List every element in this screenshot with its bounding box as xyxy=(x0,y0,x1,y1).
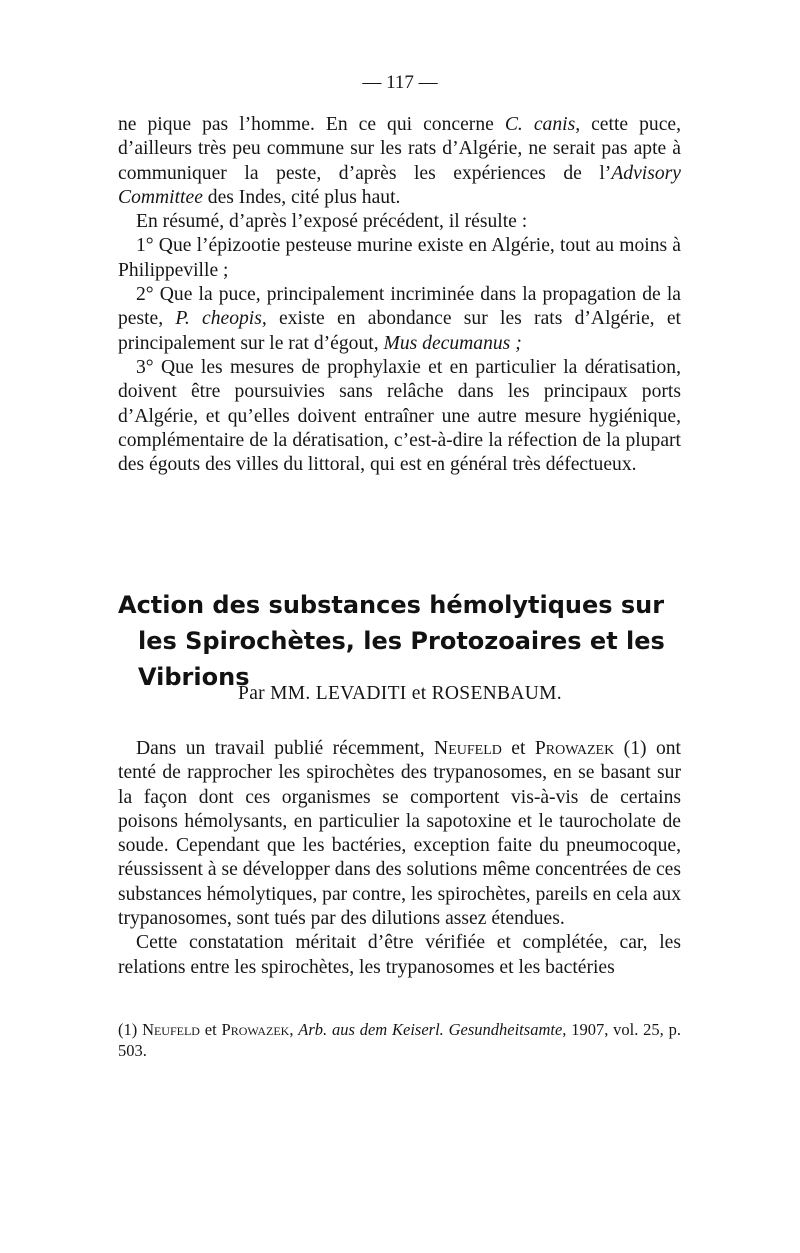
paragraph xyxy=(118,113,681,210)
paragraph xyxy=(118,356,681,477)
text-run: (1) ont tenté de rapprocher les spirochètes des trypanosomes, en se basant sur la façon dont ces organismes se comportent vis-à-vis de certains poisons hémolysants, en particulier la sapotoxine et le taurocholate de soude. Cependant que les bactéries, exception faite du pneumocoque, réussissent à se développer dans des solutions même concentrées de ces substances hémolytiques, par contre, les spirochètes, pareils en cela aux trypanosomes, sont tués par des dilutions assez étendues. xyxy=(118,738,682,930)
text-run: existe en abondance sur les rats d’Algérie, et principalement sur le rat d’égout, xyxy=(118,308,681,354)
italic-text: Arb. aus dem Keiserl. Gesundheitsamte, xyxy=(298,1020,567,1039)
paragraph xyxy=(118,234,681,283)
text-run: 1° Que l’épizootie pesteuse murine existe en Algérie, tout au moins à Philippeville ; xyxy=(118,235,681,281)
text-run: Dans un travail publié récemment, xyxy=(136,738,435,759)
text-run: ne pique pas l’homme. En ce qui concerne xyxy=(118,114,505,135)
article-title-line2: les Spirochètes, les Protozoaires et les Vibrions xyxy=(138,627,665,691)
text-run: et xyxy=(199,1020,222,1039)
italic-text: P. cheopis, xyxy=(175,308,267,330)
paragraph xyxy=(118,210,681,234)
paragraph xyxy=(118,283,681,356)
article-byline: Par MM. LEVADITI et ROSENBAUM. xyxy=(238,683,562,704)
author-name: Prowazek xyxy=(534,738,615,759)
text-run: des Indes, cité plus haut. xyxy=(202,186,401,208)
text-run: Cette constatation méritait d’être vérifiée et complétée, car, les relations entre les spirochètes, les trypanosomes et les bactéries xyxy=(118,932,681,978)
text-run: (1) xyxy=(118,1020,143,1039)
text-run: 1907, vol. 25, p. 503. xyxy=(118,1020,681,1060)
italic-text: Advisory Committee xyxy=(118,162,681,208)
article-text xyxy=(118,737,681,980)
text-run: En résumé, d’après l’exposé précédent, il résulte : xyxy=(136,211,528,233)
text-run: , xyxy=(289,1020,299,1039)
page-number: — 117 — xyxy=(362,72,438,93)
text-run: cette puce, d’ailleurs très peu commune sur les rats d’Algérie, ne serait pas apte à communiquer la peste, d’après les expériences de l’ xyxy=(118,114,681,184)
italic-text: Mus decumanus ; xyxy=(383,332,522,354)
paragraph xyxy=(118,931,681,980)
article-title-line1: Action des substances hémolytiques sur xyxy=(118,591,665,619)
author-name: Neufeld xyxy=(434,738,502,759)
paragraph xyxy=(118,737,681,931)
author-name: Prowazek xyxy=(221,1020,290,1039)
article-title xyxy=(118,587,718,695)
section1-text xyxy=(118,113,681,477)
footnote xyxy=(118,1019,681,1061)
italic-text: C. canis, xyxy=(504,114,581,135)
text-run: et xyxy=(501,738,535,759)
text-run: 2° Que la puce, principalement incriminée dans la propagation de la peste, xyxy=(118,284,681,330)
author-name: Neufeld xyxy=(142,1020,200,1039)
text-run: 3° Que les mesures de prophylaxie et en particulier la dératisation, doivent être poursuivies sans relâche dans les principaux ports d’Algérie, et qu’elles doivent entraîner une autre mesure hygiénique, complémentaire de la dératisation, c’est-à-dire la réfection de la plupart des égouts des villes du littoral, qui est en général très défectueux. xyxy=(118,356,681,476)
